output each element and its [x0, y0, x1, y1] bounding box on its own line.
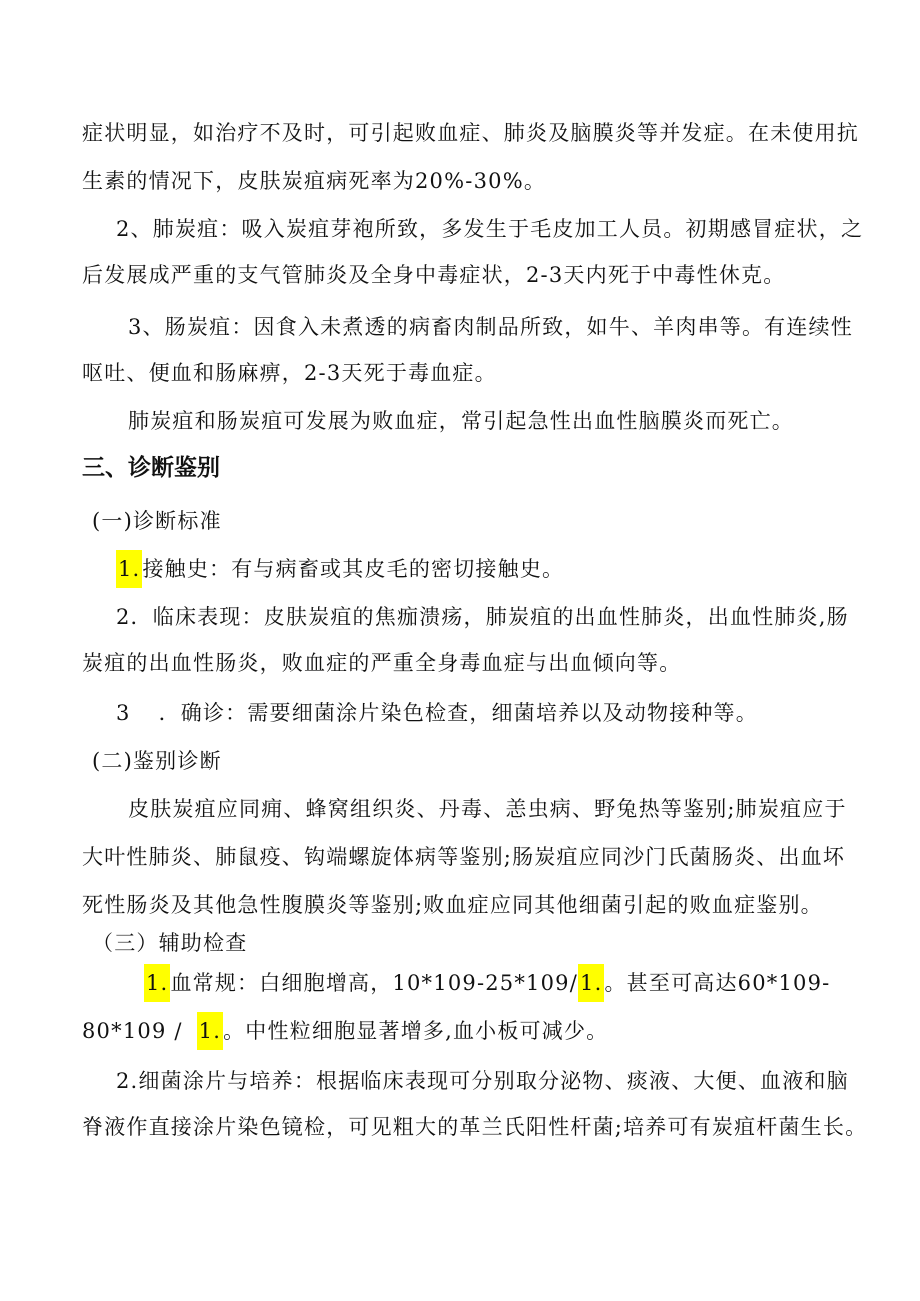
text-line-11: 炭疽的出血性肠炎，败血症的严重全身毒血症与出血倾向等。 [82, 651, 682, 675]
text-line-9 [116, 554, 564, 584]
text-line-15: 大叶性肺炎、肺鼠疫、钩端螺旋体病等鉴别;肠炭疽应同沙门氏菌肠炎、出血坏 [82, 845, 846, 869]
line-text: 80*109 / [82, 1019, 183, 1043]
text-line-7: 肺炭疽和肠炭疽可发展为败血症，常引起急性出血性脑膜炎而死亡。 [128, 409, 794, 433]
text-line-6: 呕吐、便血和肠麻痹，2-3天死于毒血症。 [82, 361, 497, 385]
line-number: 3 [116, 701, 131, 725]
section-heading: 三、诊断鉴别 [82, 455, 220, 481]
highlight-number: 1. [116, 550, 142, 588]
text-line-4: 后发展成严重的支气管肺炎及全身中毒症状，2-3天内死于中毒性休克。 [82, 263, 786, 287]
subheading-1: (一)诊断标准 [92, 509, 222, 533]
subheading-3: （三）辅助检查 [92, 931, 248, 955]
text-line-12 [116, 698, 758, 728]
text-line-20: 2.细菌涂片与培养：根据临床表现可分别取分泌物、痰液、大便、血液和脑 [116, 1069, 849, 1093]
text-line-21: 脊液作直接涂片染色镜检，可见粗大的革兰氏阳性杆菌;培养可有炭疽杆菌生长。 [82, 1115, 868, 1139]
text-line-3: 2、肺炭疽：吸入炭疽芽袍所致，多发生于毛皮加工人员。初期感冒症状，之 [116, 217, 864, 241]
text-line-5: 3、肠炭疽：因食入未煮透的病畜肉制品所致，如牛、羊肉串等。有连续性 [128, 315, 853, 339]
text-line-19 [82, 1016, 608, 1046]
line-text: ．确诊：需要细菌涂片染色检查，细菌培养以及动物接种等。 [158, 701, 758, 725]
line-text: 接触史：有与病畜或其皮毛的密切接触史。 [142, 557, 565, 581]
line-text: 血常规：白细胞增高，10*109-25*109/ [170, 971, 579, 995]
line-text: 。中性粒细胞显著增多,血小板可减少。 [223, 1019, 609, 1043]
text-line-18 [144, 968, 830, 998]
highlight-number: 1. [578, 964, 604, 1002]
highlight-number: 1. [144, 964, 170, 1002]
text-line-16: 死性肠炎及其他急性腹膜炎等鉴别;败血症应同其他细菌引起的败血症鉴别。 [82, 893, 823, 917]
subheading-2: (二)鉴别诊断 [92, 749, 222, 773]
text-line-10: 2．临床表现：皮肤炭疽的焦痂溃疡，肺炭疽的出血性肺炎，出血性肺炎,肠 [116, 605, 849, 629]
highlight-number: 1. [197, 1012, 223, 1050]
text-line-1: 症状明显，如治疗不及时，可引起败血症、肺炎及脑膜炎等并发症。在未使用抗 [82, 121, 859, 145]
text-line-2: 生素的情况下，皮肤炭疽病死率为20%-30%。 [82, 169, 547, 193]
line-text: 。甚至可高达60*109- [604, 971, 831, 995]
text-line-14: 皮肤炭疽应同痈、蜂窝组织炎、丹毒、恙虫病、野兔热等鉴别;肺炭疽应于 [128, 797, 847, 821]
